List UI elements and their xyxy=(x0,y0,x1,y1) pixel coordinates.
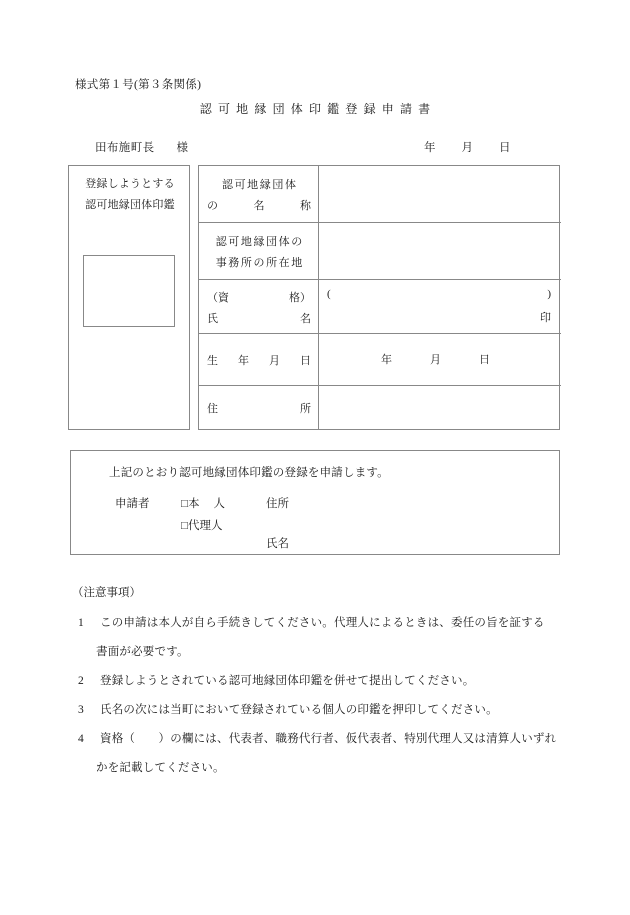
note-text: 資格（ ）の欄には、代表者、職務代行者、仮代表者、特別代理人又は清算人いずれ xyxy=(100,733,557,745)
date-entry-line xyxy=(424,139,511,155)
input-office-location[interactable] xyxy=(319,223,561,279)
label-part-right: 名 xyxy=(300,313,311,325)
note-item-2 xyxy=(78,672,474,688)
seal-impression-area[interactable] xyxy=(83,255,175,327)
label-part-right: 格） xyxy=(289,292,311,304)
birth-year-label: 年 xyxy=(381,354,392,366)
addressee-name: 田布施町長 xyxy=(95,142,155,154)
qualification-close-paren: ) xyxy=(547,288,551,300)
table-row-address xyxy=(199,386,561,430)
declaration-box xyxy=(70,450,560,555)
addressee-line xyxy=(95,139,188,155)
document-title: 認可地縁団体印鑑登録申請書 xyxy=(199,102,437,116)
label-line-2 xyxy=(207,309,311,330)
seal-caption-line-1: 登録しようとする xyxy=(85,178,175,190)
row-label-address xyxy=(199,386,319,430)
personal-seal-mark: 印 xyxy=(540,312,551,324)
label-part-month: 月 xyxy=(269,355,280,367)
label-line-1 xyxy=(207,351,311,372)
label-part-left: の xyxy=(207,200,218,212)
checkbox-applicant-agent[interactable]: □代理人 xyxy=(181,520,223,532)
input-qualification-and-name[interactable] xyxy=(319,280,561,333)
label-part-right: 所 xyxy=(300,403,311,415)
label-part-sei: 生 xyxy=(207,355,218,367)
table-row-qualification-and-name xyxy=(199,280,561,334)
input-organization-name[interactable] xyxy=(319,166,561,222)
note-text: 氏名の次には当町において登録されている個人の印鑑を押印してください。 xyxy=(100,704,498,716)
note-item-4 xyxy=(78,730,556,746)
note-item-4-continuation: かを記載してください。 xyxy=(96,762,225,774)
input-birth-date[interactable] xyxy=(319,334,561,385)
label-part-year: 年 xyxy=(238,355,249,367)
label-part-left: 住 xyxy=(207,403,218,415)
label-line-1 xyxy=(207,399,311,420)
note-item-1 xyxy=(78,614,545,630)
input-address[interactable] xyxy=(319,386,561,430)
table-row-organization-name xyxy=(199,166,561,223)
birth-date-entry xyxy=(381,351,490,367)
label-line-2: 事務所の所在地 xyxy=(215,257,304,269)
note-number: 2 xyxy=(78,675,84,687)
label-part-left: （資 xyxy=(207,292,229,304)
checkbox-applicant-self[interactable] xyxy=(181,495,225,511)
note-text: この申請は本人が自ら手続きしてください。代理人によるときは、委任の旨を証する xyxy=(100,617,545,629)
note-item-3 xyxy=(78,701,498,717)
checkbox-self-glyph: □本 xyxy=(181,498,200,510)
label-part-left: 氏 xyxy=(207,313,218,325)
label-part-right: 称 xyxy=(300,200,311,212)
addressee-honorific: 様 xyxy=(176,142,189,154)
date-year-label: 年 xyxy=(424,142,436,154)
table-row-birth-date xyxy=(199,334,561,386)
seal-impression-box xyxy=(68,165,190,430)
label-line-1: 認可地縁団体 xyxy=(221,179,298,191)
declaration-sentence: 上記のとおり認可地縁団体印鑑の登録を申請します。 xyxy=(109,467,389,479)
label-line-1: 認可地縁団体の xyxy=(215,236,304,248)
declaration-name-label: 氏名 xyxy=(266,538,289,550)
form-number: 様式第１号(第３条関係) xyxy=(75,79,202,91)
declaration-address-label: 住所 xyxy=(266,498,289,510)
row-label-organization-name xyxy=(199,166,319,222)
row-label-qualification-and-name xyxy=(199,280,319,333)
checkbox-self-suffix: 人 xyxy=(213,498,225,510)
birth-month-label: 月 xyxy=(430,354,441,366)
notes-heading: （注意事項） xyxy=(72,587,141,599)
birth-day-label: 日 xyxy=(479,354,490,366)
seal-box-caption xyxy=(69,174,191,216)
label-line-2 xyxy=(207,196,311,217)
label-part-mid: 名 xyxy=(253,200,265,212)
seal-caption-line-2: 認可地縁団体印鑑 xyxy=(85,199,175,211)
applicant-information-table xyxy=(198,165,560,430)
applicant-label: 申請者 xyxy=(115,498,150,510)
label-part-day: 日 xyxy=(300,355,311,367)
date-month-label: 月 xyxy=(461,142,473,154)
note-item-1-continuation: 書面が必要です。 xyxy=(96,646,189,658)
note-number: 1 xyxy=(78,617,84,629)
row-label-birth-date xyxy=(199,334,319,385)
row-label-office-location xyxy=(199,223,319,279)
table-row-office-location xyxy=(199,223,561,280)
note-number: 3 xyxy=(78,704,84,716)
date-day-label: 日 xyxy=(499,142,511,154)
label-line-1 xyxy=(207,288,311,309)
qualification-open-paren: ( xyxy=(327,288,331,300)
note-number: 4 xyxy=(78,733,84,745)
note-text: 登録しようとされている認可地縁団体印鑑を併せて提出してください。 xyxy=(100,675,475,687)
